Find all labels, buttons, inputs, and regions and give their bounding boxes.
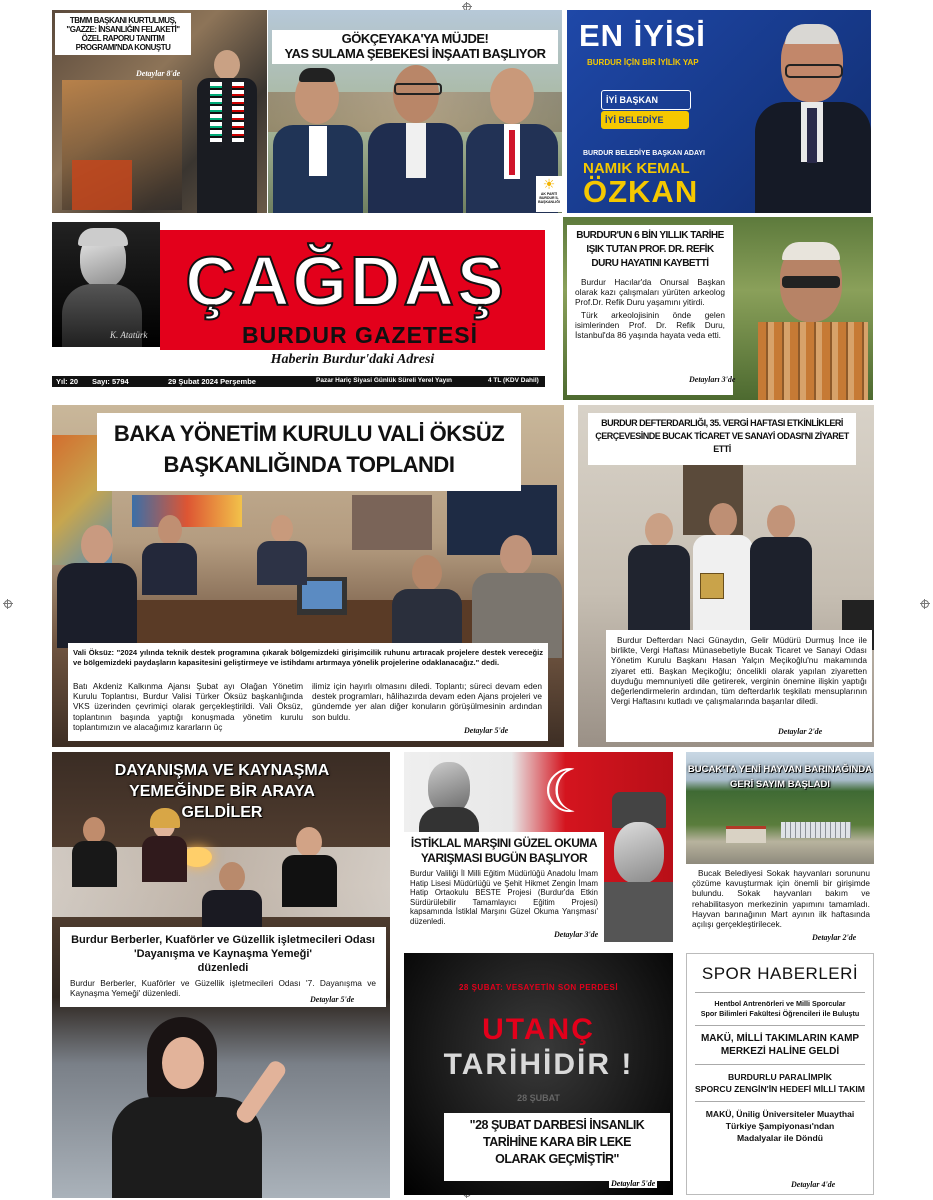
- duru-portrait: [758, 242, 868, 400]
- baka-quote: Vali Öksüz: "2024 yılında teknik destek programına çıkarak bölgemizdeki girişimcilik ruhunu artıracak projelere destek vereceğiz ve bölgemizdeki paydaşların kapasitesini geliştirmeye ve istihdamı artırmaya yönelik projelerine odaklanacağız." dedi.: [73, 648, 543, 667]
- vergi-text-box: [606, 630, 872, 742]
- bucak-title-line1: BUCAK'TA YENİ HAYVAN BARINAĞINDA: [687, 764, 873, 775]
- bucak-title-line2: GERİ SAYIM BAŞLADI: [730, 779, 830, 790]
- akif-portrait: [414, 762, 484, 842]
- baka-column-1: Batı Akdeniz Kalkınma Ajansı Şubat ayı Olağan Yönetim Kurulu Toplantısı, Burdur Valisi Türker Öksüz başkanlığında VKS üzerinden çevrimiçi olarak gerçekleştirildi. Vali Öksüz, toplantının başında yaptığı konuşmada yönetim kurulu toplantımızın ve alacağımız kararların üç: [73, 681, 303, 732]
- ad-first-name: NAMIK KEMAL: [583, 160, 690, 177]
- duru-photo: [563, 217, 873, 400]
- guest-1: [72, 817, 117, 887]
- masthead-issue: Sayı: 5794: [92, 377, 129, 386]
- duru-paragraph-2: Türk arkeolojisinin önde gelen isimlerinden Prof. Dr. Refik Duru, İstanbul'da 86 yaşında hayata veda etti.: [575, 309, 725, 341]
- istiklal-photo: [404, 752, 673, 942]
- bucak-story: [686, 752, 874, 947]
- baka-title-line2: BAŞKANLIĞINDA TOPLANDI: [163, 452, 455, 477]
- ad-last-name: ÖZKAN: [583, 174, 699, 209]
- gokceyaka-photo: [268, 10, 562, 213]
- person-vali: [57, 525, 137, 645]
- istiklal-text-box: [404, 832, 604, 942]
- subat-story: [404, 953, 673, 1195]
- bucak-more-link[interactable]: Detaylar 2'de: [812, 933, 857, 942]
- person-left: [273, 70, 363, 213]
- ataturk-signature: K. Atatürk: [110, 330, 148, 340]
- spor-item-2[interactable]: MAKÜ, MİLLİ TAKIMLARIN KAMP MERKEZİ HALİNE GELDİ: [700, 1033, 860, 1057]
- spor-item-4[interactable]: MAKÜ, Ünilig Üniversiteler Muaythai Türkiye Şampiyonası'ndan Madalyalar ile Döndü: [705, 1109, 855, 1143]
- masthead-year: Yıl: 20: [56, 377, 79, 386]
- baka-more-link[interactable]: Detaylar 5'de: [464, 726, 509, 735]
- berber-title-line2: 'Dayanışma ve Kaynaşma Yemeği': [133, 948, 313, 960]
- berber-overlay: [92, 760, 352, 823]
- vergi-photo: [578, 405, 874, 747]
- istiklal-title-line1: İSTİKLAL MARŞINI GÜZEL OKUMA: [410, 836, 598, 850]
- campaign-ad[interactable]: [567, 10, 871, 213]
- barinak-cages: [781, 822, 851, 838]
- masthead-info: Pazar Hariç Siyasi Günlük Süreli Yerel Yayın: [316, 377, 452, 384]
- baka-photo: [52, 405, 564, 747]
- ad-candidate-label: BURDUR BELEDİYE BAŞKAN ADAYI: [583, 150, 705, 157]
- duru-paragraph-1: Burdur Hacılar'da Onursal Başkan olarak kazı çalışmaları yürüten arkeolog Prof.Dr. Refik Duru yaşamını yitirdi.: [575, 277, 725, 308]
- gokceyaka-title-box: [272, 30, 558, 64]
- speaker-figure: [192, 50, 262, 213]
- person-3: [257, 515, 307, 585]
- spor-divider-1: [695, 1025, 865, 1026]
- candidate-portrait: [755, 24, 871, 213]
- crescent-star-icon: ☾: [542, 758, 596, 825]
- ad-tagline: BURDUR İÇİN BİR İYİLİK YAP: [587, 58, 699, 67]
- ak-parti-logo: ☀ AK PARTİ BURDUR İL BAŞKANLIĞI: [536, 176, 562, 212]
- masthead-price: 4 TL (KDV Dahil): [488, 377, 539, 384]
- masthead-slogan: Haberin Burdur'daki Adresi: [270, 352, 435, 367]
- spor-item-1[interactable]: Hentbol Antrenörleri ve Milli Sporcular Spor Bilimleri Fakültesi Öğrencileri ile Buluştu: [700, 999, 860, 1018]
- duru-text-box: [567, 225, 736, 395]
- istiklal-more-link[interactable]: Detaylar 3'de: [554, 930, 599, 939]
- gokceyaka-title-line2: YAS SULAMA ŞEBEKESİ İNŞAATI BAŞLIYOR: [284, 46, 546, 61]
- plaque: [700, 573, 724, 599]
- vergi-person-2: [693, 503, 753, 633]
- berber-overlay-line2: YEMEĞİNDE BİR ARAYA GELDİLER: [129, 783, 315, 821]
- baka-title-box: [97, 413, 521, 491]
- berber-body: Burdur Berberler, Kuaförler ve Güzellik işletmecileri Odası '7. Dayanışma ve Kaynaşma Yemeği' düzenledi.: [70, 978, 376, 999]
- masthead-date: 29 Şubat 2024 Perşembe: [168, 377, 256, 386]
- berber-more-link[interactable]: Detaylar 5'de: [310, 995, 355, 1004]
- spor-box: [686, 953, 874, 1195]
- subat-quote-box: [444, 1113, 670, 1181]
- berber-title-line1: Burdur Berberler, Kuaförler ve Güzellik işletmecileri Odası: [71, 934, 375, 946]
- subat-small: 28 ŞUBAT: [517, 1093, 560, 1103]
- ataturk-kalpak-portrait: [604, 792, 673, 942]
- subat-more-link[interactable]: Detaylar 5'de: [611, 1179, 656, 1188]
- baka-title-line1: BAKA YÖNETİM KURULU VALİ ÖKSÜZ: [113, 421, 505, 446]
- duru-title: BURDUR'UN 6 BİN YILLIK TARİHE IŞIK TUTAN PROF. DR. REFİK DURU HAYATINI KAYBETTİ: [576, 230, 724, 269]
- person-center: [368, 65, 463, 213]
- istiklal-body: Burdur Valiliği İl Milli Eğitim Müdürlüğü Anadolu İmam Hatip Lisesi Müdürlüğü ve Şehit Hikmet Zengin İmam Hatip Ortaokulu BESTE Projesi (Burdur'da Etkin Sürdürülebilir Tamamlayıcı Eğitim Projesi) kapsamında İstiklal Marşını Güzel Okuma Yarışması' düzenledi.: [410, 869, 598, 926]
- spor-divider-0: [695, 992, 865, 993]
- kurtulmus-photo: [52, 10, 267, 213]
- masthead-title: ÇAĞDAŞ: [185, 242, 507, 320]
- ad-headline: EN İYİSİ: [579, 18, 706, 53]
- spor-more-link[interactable]: Detaylar 4'de: [791, 1180, 836, 1189]
- registration-mark-left: [3, 599, 13, 609]
- bucak-body: Bucak Belediyesi Sokak hayvanları sorununu çözüme kavuşturmak için önemli bir girişimde bulundu. Sokak hayvanları bakım ve rehabilitasyon merkezinin yapımını tamamladı. Hayvan barınağının Mart ayının ilk haftasında açılışı gerçekleştirilecek.: [692, 868, 870, 930]
- ad-pill-baskan: İYİ BAŞKAN: [601, 90, 691, 110]
- vergi-title: BURDUR DEFTERDARLIĞI, 35. VERGİ HAFTASI ETKİNLİKLERİ ÇERÇEVESİNDE BUCAK TİCARET VE SANAYİ ODASI'NI ZİYARET ETTİ: [595, 418, 849, 454]
- guest-4: [202, 862, 262, 932]
- subat-quote-line2: TARİHİNE KARA BİR LEKE: [482, 1135, 632, 1149]
- subat-banner: 28 ŞUBAT: VESAYETİN SON PERDESİ: [458, 983, 619, 992]
- subat-big-1: UTANÇ: [482, 1013, 595, 1046]
- vergi-person-3: [750, 505, 812, 633]
- kurtulmus-title-box: [55, 13, 191, 55]
- person-5: [472, 535, 562, 655]
- duru-more-link[interactable]: Detayları 3'de: [689, 375, 736, 384]
- subat-big-2: TARİHİDİR !: [443, 1048, 634, 1081]
- person-4: [392, 555, 462, 655]
- laptop-center-screen: [302, 581, 342, 609]
- spor-divider-3: [695, 1101, 865, 1102]
- vergi-body: Burdur Defterdarı Naci Günaydın, Gelir Müdürü Durmuş İnce ile birlikte, Vergi Haftası Münasebetiyle Bucak Ticaret ve Sanayi Odası Yönetim Kurulu Başkanı Hasan Yalçın Meçikoğlu'nu makamında ziyaret etti. Başkan Meçikoğlu; öncelikli olarak yapılan ziyaretten duyduğu memnuniyeti dile getirerek, verginin önemine ilişkin yaptığı değerlendirmelerin ardından, tüm defterdarlık teşkilatı mensuplarının Vergi Haftasını kutladı ve çalışmalarında başarılar diledi.: [611, 635, 867, 707]
- berber-title-line3: düzenledi: [197, 962, 249, 974]
- guest-3: [282, 827, 337, 907]
- spor-item-3[interactable]: BURDURLU PARALİMPİK SPORCU ZENGİN'İN HEDEFİ MİLLİ TAKIM: [695, 1072, 865, 1094]
- istiklal-title-line2: YARIŞMASI BUGÜN BAŞLIYOR: [420, 851, 588, 865]
- bucak-title: [686, 762, 874, 792]
- kurtulmus-title: TBMM BAŞKANI KURTULMUŞ, "GAZZE: İNSANLIĞIN FELAKETİ" ÖZEL RAPORU TANITIM PROGRAMI'NDA KONUŞTU: [66, 16, 180, 52]
- exhibition-photo-detail: [72, 160, 132, 210]
- barinak-building: [726, 826, 766, 843]
- gokceyaka-title-line1: GÖKÇEYAKA'YA MÜJDE!: [341, 31, 489, 46]
- singer-figure: [92, 1017, 292, 1198]
- masthead-subtitle: BURDUR GAZETESİ: [241, 322, 479, 348]
- baka-column-2: ilimiz için hayırlı olmasını diledi. Toplantı; süreci devam eden destek programları, hâlihazırda devam eden Ajans projeleri ve gündemde yer alan diğer konuların görüşülmesinin ardından son buldu.: [312, 681, 542, 722]
- vergi-title-box: [588, 413, 856, 465]
- spor-header: SPOR HABERLERİ: [701, 964, 859, 983]
- berber-overlay-line1: DAYANIŞMA VE KAYNAŞMA: [114, 762, 330, 779]
- ad-pill-belediye: İYİ BELEDİYE: [601, 111, 689, 129]
- vergi-person-1: [628, 513, 690, 633]
- subat-quote-line1: "28 ŞUBAT DARBESİ İNSANLIK: [469, 1118, 645, 1132]
- vergi-more-link[interactable]: Detaylar 2'de: [778, 727, 823, 736]
- kurtulmus-more-link[interactable]: Detaylar 8'de: [136, 69, 181, 78]
- screen-frame: [352, 495, 432, 550]
- berber-photo: [52, 752, 390, 1198]
- spor-divider-2: [695, 1064, 865, 1065]
- subat-quote-line3: OLARAK GEÇMİŞTİR": [495, 1152, 619, 1166]
- registration-mark-right: [920, 599, 930, 609]
- person-2: [142, 515, 197, 595]
